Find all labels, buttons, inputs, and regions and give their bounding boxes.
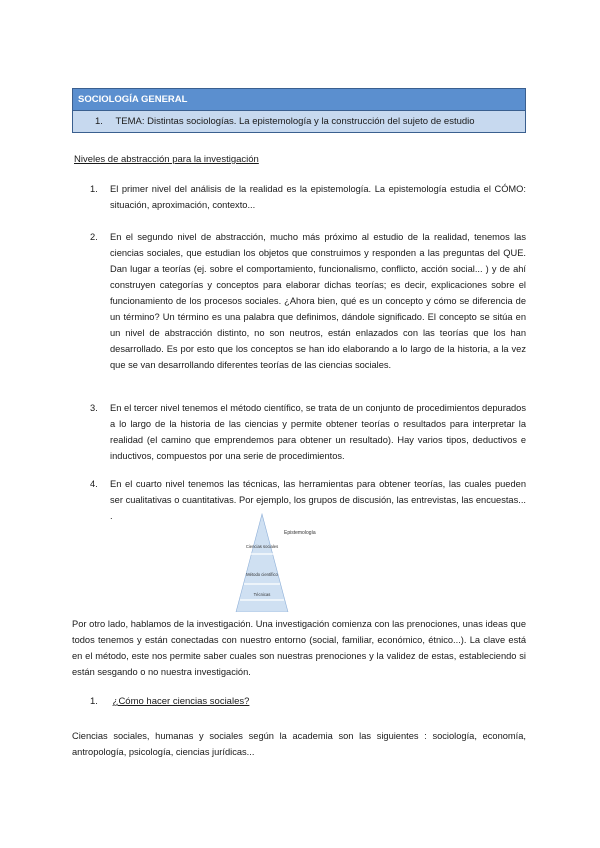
pyramid-label-method: Método científico: [246, 572, 278, 577]
research-paragraph: Por otro lado, hablamos de la investigación. Una investigación comienza con las prenociones, unas ideas que todos tenemos y están conectadas con nuestro entorno (social, familiar, económico, étnico...). La clave está en el método, este nos permite saber cuales son nuestras prenociones y la validez de estas, estableciendo si están sesgando o no nuestra investigación.: [72, 619, 526, 677]
list-item: [90, 229, 526, 373]
item-number: 3.: [90, 403, 98, 413]
pyramid-label-epistemology: Epistemología: [284, 530, 316, 536]
section-subtitle: Niveles de abstracción para la investigación: [74, 154, 259, 165]
topic-title: TEMA: Distintas sociologías. La epistemología y la construcción del sujeto de estudio: [115, 116, 475, 127]
item-text: En el tercer nivel tenemos el método científico, se trata de un conjunto de procedimientos depurados a lo largo de la historia de las ciencias y permite obtener teorías o resultados para interpretar la realidad (el camino que emprendemos para obtener un resultado). Hay varios tipos, deductivos e inductivos, compuestos por una serie de procedimientos.: [110, 403, 526, 461]
abstraction-pyramid: [232, 512, 352, 612]
list-item: [90, 400, 526, 464]
item-number: 4.: [90, 479, 98, 489]
list-item: [90, 181, 526, 213]
topic-number: 1.: [95, 116, 103, 127]
header-table: [72, 88, 526, 133]
item-number: 1.: [90, 184, 98, 194]
item-text: En el cuarto nivel tenemos las técnicas, las herramientas para obtener teorías, las cuales pueden ser cualitativas o cuantitativas. Por ejemplo, los grupos de discusión, las entrevistas, las encuestas... .: [110, 479, 526, 521]
topic-row: [73, 111, 525, 132]
item-text: El primer nivel del análisis de la realidad es la epistemología. La epistemología estudia el CÓMO: situación, aproximación, contexto...: [110, 184, 526, 210]
howto-title: ¿Cómo hacer ciencias sociales?: [112, 696, 250, 707]
course-title: SOCIOLOGÍA GENERAL: [73, 89, 525, 111]
howto-number: 1.: [90, 696, 98, 707]
closing-paragraph: Ciencias sociales, humanas y sociales según la academia son las siguientes : sociología, economía, antropología, psicología, ciencias jurídicas...: [72, 731, 526, 757]
pyramid-shape: [236, 514, 288, 612]
item-text: En el segundo nivel de abstracción, mucho más próximo al estudio de la realidad, tenemos las ciencias sociales, que estudian los objetos que construimos y responden a las preguntas del QUE. Dan lugar a teorías (ej. sobre el comportamiento, funcionalismo, conflicto, acción social... ) y de ahí construyen categorías y conceptos para elaborar dichas teorías; es decir, explicaciones sobre el funcionamiento de los procesos sociales. ¿Ahora bien, qué es un concepto y cómo se diferencia de un término? Un término es una palabra que definimos, dándole significado. El concepto se sitúa en un nivel de abstracción distinto, no son neutros, están enlazados con las teorías que los han desarrollado. Es por esto que los conceptos se han ido elaborando a lo largo de la historia, a la vez que se van desarrollando diferentes teorías de las ciencias sociales.: [110, 232, 526, 370]
pyramid-label-techniques: Técnicas: [253, 592, 271, 597]
howto-heading: [90, 696, 249, 707]
item-number: 2.: [90, 232, 98, 242]
pyramid-label-sciences: Ciencias sociales: [245, 544, 279, 549]
